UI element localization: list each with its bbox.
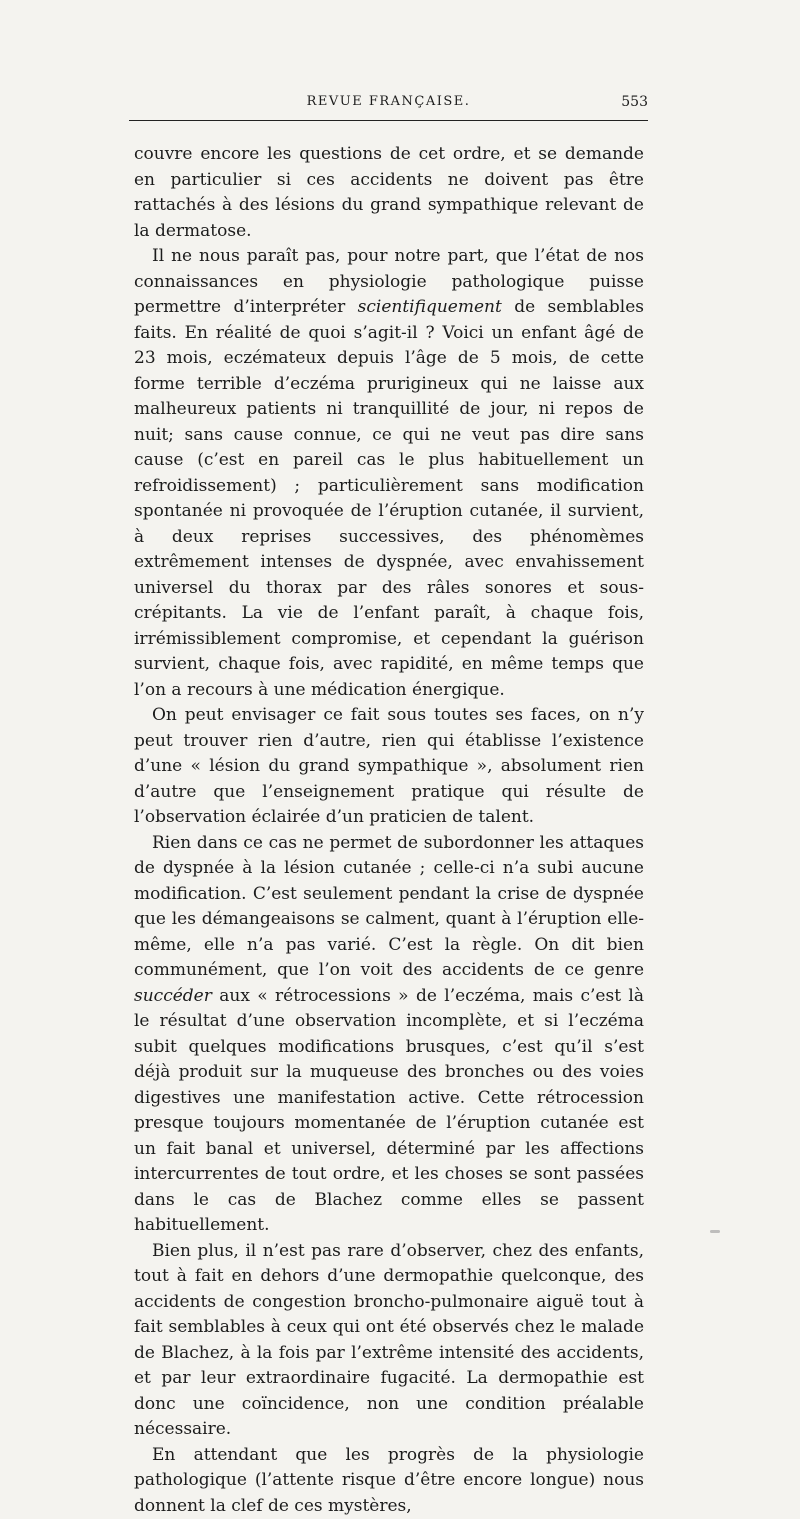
text-body bbox=[134, 142, 644, 1519]
running-header bbox=[129, 94, 648, 116]
paragraph: couvre encore les questions de cet ordre, et se demande en particulier si ces accidents ne doivent pas être rattachés à des lésions du grand sympathique relevant de la dermatose. bbox=[134, 142, 644, 244]
running-title: REVUE FRANÇAISE. bbox=[129, 94, 648, 109]
page-number: 553 bbox=[621, 94, 648, 110]
paragraph: Bien plus, il n’est pas rare d’observer, chez des enfants, tout à fait en dehors d’une dermopathie quelconque, des accidents de congestion broncho-pulmonaire aiguë tout à fait semblables à ceux qui ont été observés chez le malade de Blachez, à la fois par l’extrême intensité des accidents, et par leur extraordinaire fugacité. La dermopathie est donc une coïncidence, non une condition préalable nécessaire. bbox=[134, 1239, 644, 1443]
emphasis: scientifiquement bbox=[358, 297, 502, 317]
paragraph: Rien dans ce cas ne permet de subordonner les attaques de dyspnée à la lésion cutanée ; celle-ci n’a subi aucune modification. C’est seulement pendant la crise de dyspnée que les démangeaisons se calment, quant à l’éruption elle-même, elle n’a pas varié. C’est la règle. On dit bien communément, que l’on voit des accidents de ce genre succéder aux « rétrocessions » de l’eczéma, mais c’est là le résultat d’une observation incomplète, et si l’eczéma subit quelques modifications brusques, c’est qu’il s’est déjà produit sur la muqueuse des bronches ou des voies digestives une manifestation active. Cette rétrocession presque toujours momentanée de l’éruption cutanée est un fait banal et universel, déterminé par les affections intercurrentes de tout ordre, et les choses se sont passées dans le cas de Blachez comme elles se passent habituellement. bbox=[134, 831, 644, 1239]
emphasis: succéder bbox=[134, 986, 212, 1006]
paragraph: Il ne nous paraît pas, pour notre part, que l’état de nos connaissances en physiologie pathologique puisse permettre d’interpréter scientifiquement de semblables faits. En réalité de quoi s’agit-il ? Voici un enfant âgé de 23 mois, eczémateux depuis l’âge de 5 mois, de cette forme terrible d’eczéma prurigineux qui ne laisse aux malheureux patients ni tranquillité de jour, ni repos de nuit; sans cause connue, ce qui ne veut pas dire sans cause (c’est en pareil cas le plus habituellement un refroidissement) ; particulièrement sans modification spontanée ni provoquée de l’éruption cutanée, il survient, à deux reprises successives, des phénomèmes extrêmement intenses de dyspnée, avec envahissement universel du thorax par des râles sonores et sous-crépitants. La vie de l’enfant paraît, à chaque fois, irrémissiblement compromise, et cependant la guérison survient, chaque fois, avec rapidité, en même temps que l’on a recours à une médication énergique. bbox=[134, 244, 644, 703]
header-rule bbox=[129, 120, 648, 121]
paragraph: On peut envisager ce fait sous toutes ses faces, on n’y peut trouver rien d’autre, rien qui établisse l’existence d’une « lésion du grand sympathique », absolument rien d’autre que l’enseignement pratique qui résulte de l’observation éclairée d’un praticien de talent. bbox=[134, 703, 644, 831]
paragraph: En attendant que les progrès de la physiologie pathologique (l’attente risque d’être encore longue) nous donnent la clef de ces mystères, bbox=[134, 1443, 644, 1519]
print-speck bbox=[710, 1230, 720, 1233]
